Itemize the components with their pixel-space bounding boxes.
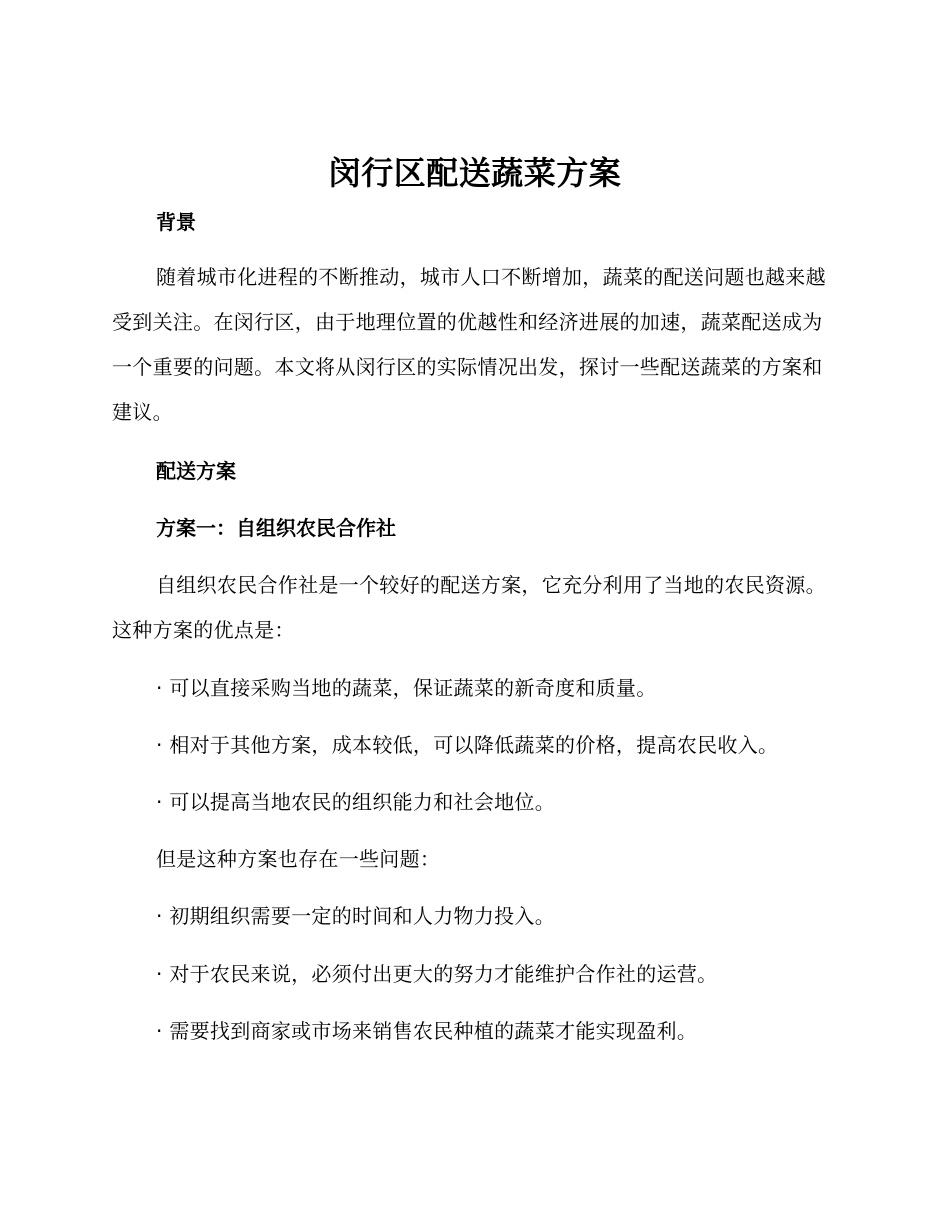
list-item-advantage: · 可以提高当地农民的组织能力和社会地位。	[156, 790, 556, 814]
background-paragraph: 随着城市化进程的不断推动，城市人口不断增加，蔬菜的配送问题也越来越受到关注。在闵行区，由于地理位置的优越性和经济进展的加速，蔬菜配送成为一个重要的问题。本文将从闵行区的实际情况出发，探讨一些配送蔬菜的方案和建议。	[112, 265, 826, 424]
list-item-problem: · 对于农民来说，必须付出更大的努力才能维护合作社的运营。	[156, 962, 718, 986]
problems-intro: 但是这种方案也存在一些问题：	[156, 847, 441, 871]
document-title: 闵行区配送蔬菜方案	[328, 154, 622, 192]
list-item-advantage: · 可以直接采购当地的蔬菜，保证蔬菜的新奇度和质量。	[156, 676, 657, 700]
subsection-heading-plan1: 方案一：自组织农民合作社	[156, 516, 396, 540]
section-heading-delivery: 配送方案	[156, 459, 236, 483]
list-item-problem: · 初期组织需要一定的时间和人力物力投入。	[156, 904, 556, 928]
list-item-problem: · 需要找到商家或市场来销售农民种植的蔬菜才能实现盈利。	[156, 1019, 698, 1043]
section-heading-background: 背景	[156, 210, 196, 234]
plan1-paragraph: 自组织农民合作社是一个较好的配送方案，它充分利用了当地的农民资源。这种方案的优点是：	[112, 573, 826, 642]
list-item-advantage: · 相对于其他方案，成本较低，可以降低蔬菜的价格，提高农民收入。	[156, 733, 779, 757]
